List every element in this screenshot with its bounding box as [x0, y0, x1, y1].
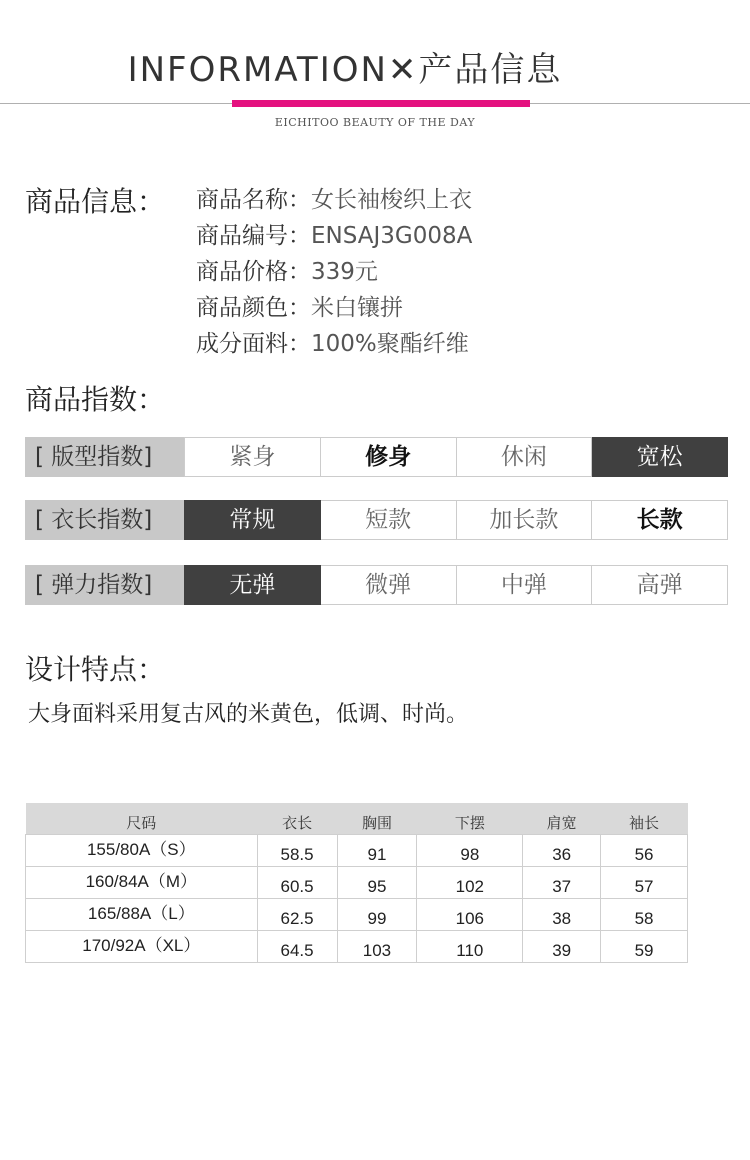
column-header: 肩宽 — [523, 803, 601, 835]
table-cell: 36 — [523, 835, 601, 867]
index-label: [ 衣长指数] — [25, 500, 184, 540]
table-cell: 57 — [601, 867, 688, 899]
table-row — [26, 899, 688, 931]
table-cell: 38 — [523, 899, 601, 931]
size-table — [25, 803, 688, 963]
table-cell: 95 — [337, 867, 417, 899]
table-cell: 98 — [417, 835, 523, 867]
info-value: 339元 — [311, 259, 378, 285]
table-cell: 102 — [417, 867, 523, 899]
table-cell: 59 — [601, 931, 688, 963]
column-header: 尺码 — [26, 803, 258, 835]
info-value: ENSAJ3G008A — [311, 223, 473, 249]
index-option: 长款 — [592, 500, 728, 540]
index-option: 加长款 — [457, 500, 593, 540]
table-row — [26, 835, 688, 867]
table-cell: 60.5 — [257, 867, 337, 899]
info-row-color — [196, 290, 403, 326]
index-option-selected: 宽松 — [592, 437, 728, 477]
index-row-elasticity — [25, 565, 728, 605]
table-cell: 99 — [337, 899, 417, 931]
product-index-heading: 商品指数： — [25, 383, 166, 416]
index-option: 高弹 — [592, 565, 728, 605]
brand-tagline: EICHITOO BEAUTY OF THE DAY — [274, 116, 476, 129]
index-option-selected: 无弹 — [184, 565, 321, 605]
table-cell: 56 — [601, 835, 688, 867]
page-title: INFORMATION✕产品信息 — [127, 50, 563, 90]
size-cell: 155/80A（S） — [26, 835, 258, 867]
index-option: 短款 — [321, 500, 457, 540]
index-option: 微弹 — [321, 565, 457, 605]
info-value: 米白镶拼 — [311, 295, 403, 321]
table-cell: 110 — [417, 931, 523, 963]
info-value: 女长袖梭织上衣 — [311, 187, 472, 213]
info-row-price — [196, 254, 378, 290]
index-option: 休闲 — [457, 437, 593, 477]
column-header: 胸围 — [337, 803, 417, 835]
header-accent-bar — [232, 100, 530, 107]
table-cell: 39 — [523, 931, 601, 963]
index-option: 中弹 — [457, 565, 593, 605]
table-row — [26, 867, 688, 899]
info-row-material — [196, 326, 469, 362]
index-label: [ 版型指数] — [25, 437, 184, 477]
table-cell: 106 — [417, 899, 523, 931]
table-cell: 37 — [523, 867, 601, 899]
info-label: 成分面料： — [196, 331, 311, 357]
info-row-code — [196, 218, 472, 254]
index-option-selected: 常规 — [184, 500, 321, 540]
info-label: 商品名称： — [196, 187, 311, 213]
size-table-header — [26, 803, 688, 835]
index-row-fit — [25, 437, 728, 477]
table-cell: 62.5 — [257, 899, 337, 931]
column-header: 衣长 — [257, 803, 337, 835]
column-header: 下摆 — [417, 803, 523, 835]
table-cell: 58.5 — [257, 835, 337, 867]
column-header: 袖长 — [601, 803, 688, 835]
index-row-length — [25, 500, 728, 540]
info-label: 商品编号： — [196, 223, 311, 249]
info-row-name — [196, 182, 472, 218]
size-cell: 165/88A（L） — [26, 899, 258, 931]
index-option: 修身 — [321, 437, 457, 477]
table-row — [26, 931, 688, 963]
product-info-heading: 商品信息： — [25, 185, 166, 218]
size-cell: 160/84A（M） — [26, 867, 258, 899]
size-cell: 170/92A（XL） — [26, 931, 258, 963]
table-cell: 64.5 — [257, 931, 337, 963]
design-heading: 设计特点： — [25, 653, 166, 686]
index-label: [ 弹力指数] — [25, 565, 184, 605]
table-cell: 58 — [601, 899, 688, 931]
index-option: 紧身 — [184, 437, 321, 477]
table-cell: 103 — [337, 931, 417, 963]
info-label: 商品颜色： — [196, 295, 311, 321]
table-cell: 91 — [337, 835, 417, 867]
info-value: 100%聚酯纤维 — [311, 331, 469, 357]
info-label: 商品价格： — [196, 259, 311, 285]
design-description: 大身面料采用复古风的米黄色，低调、时尚。 — [28, 702, 469, 727]
